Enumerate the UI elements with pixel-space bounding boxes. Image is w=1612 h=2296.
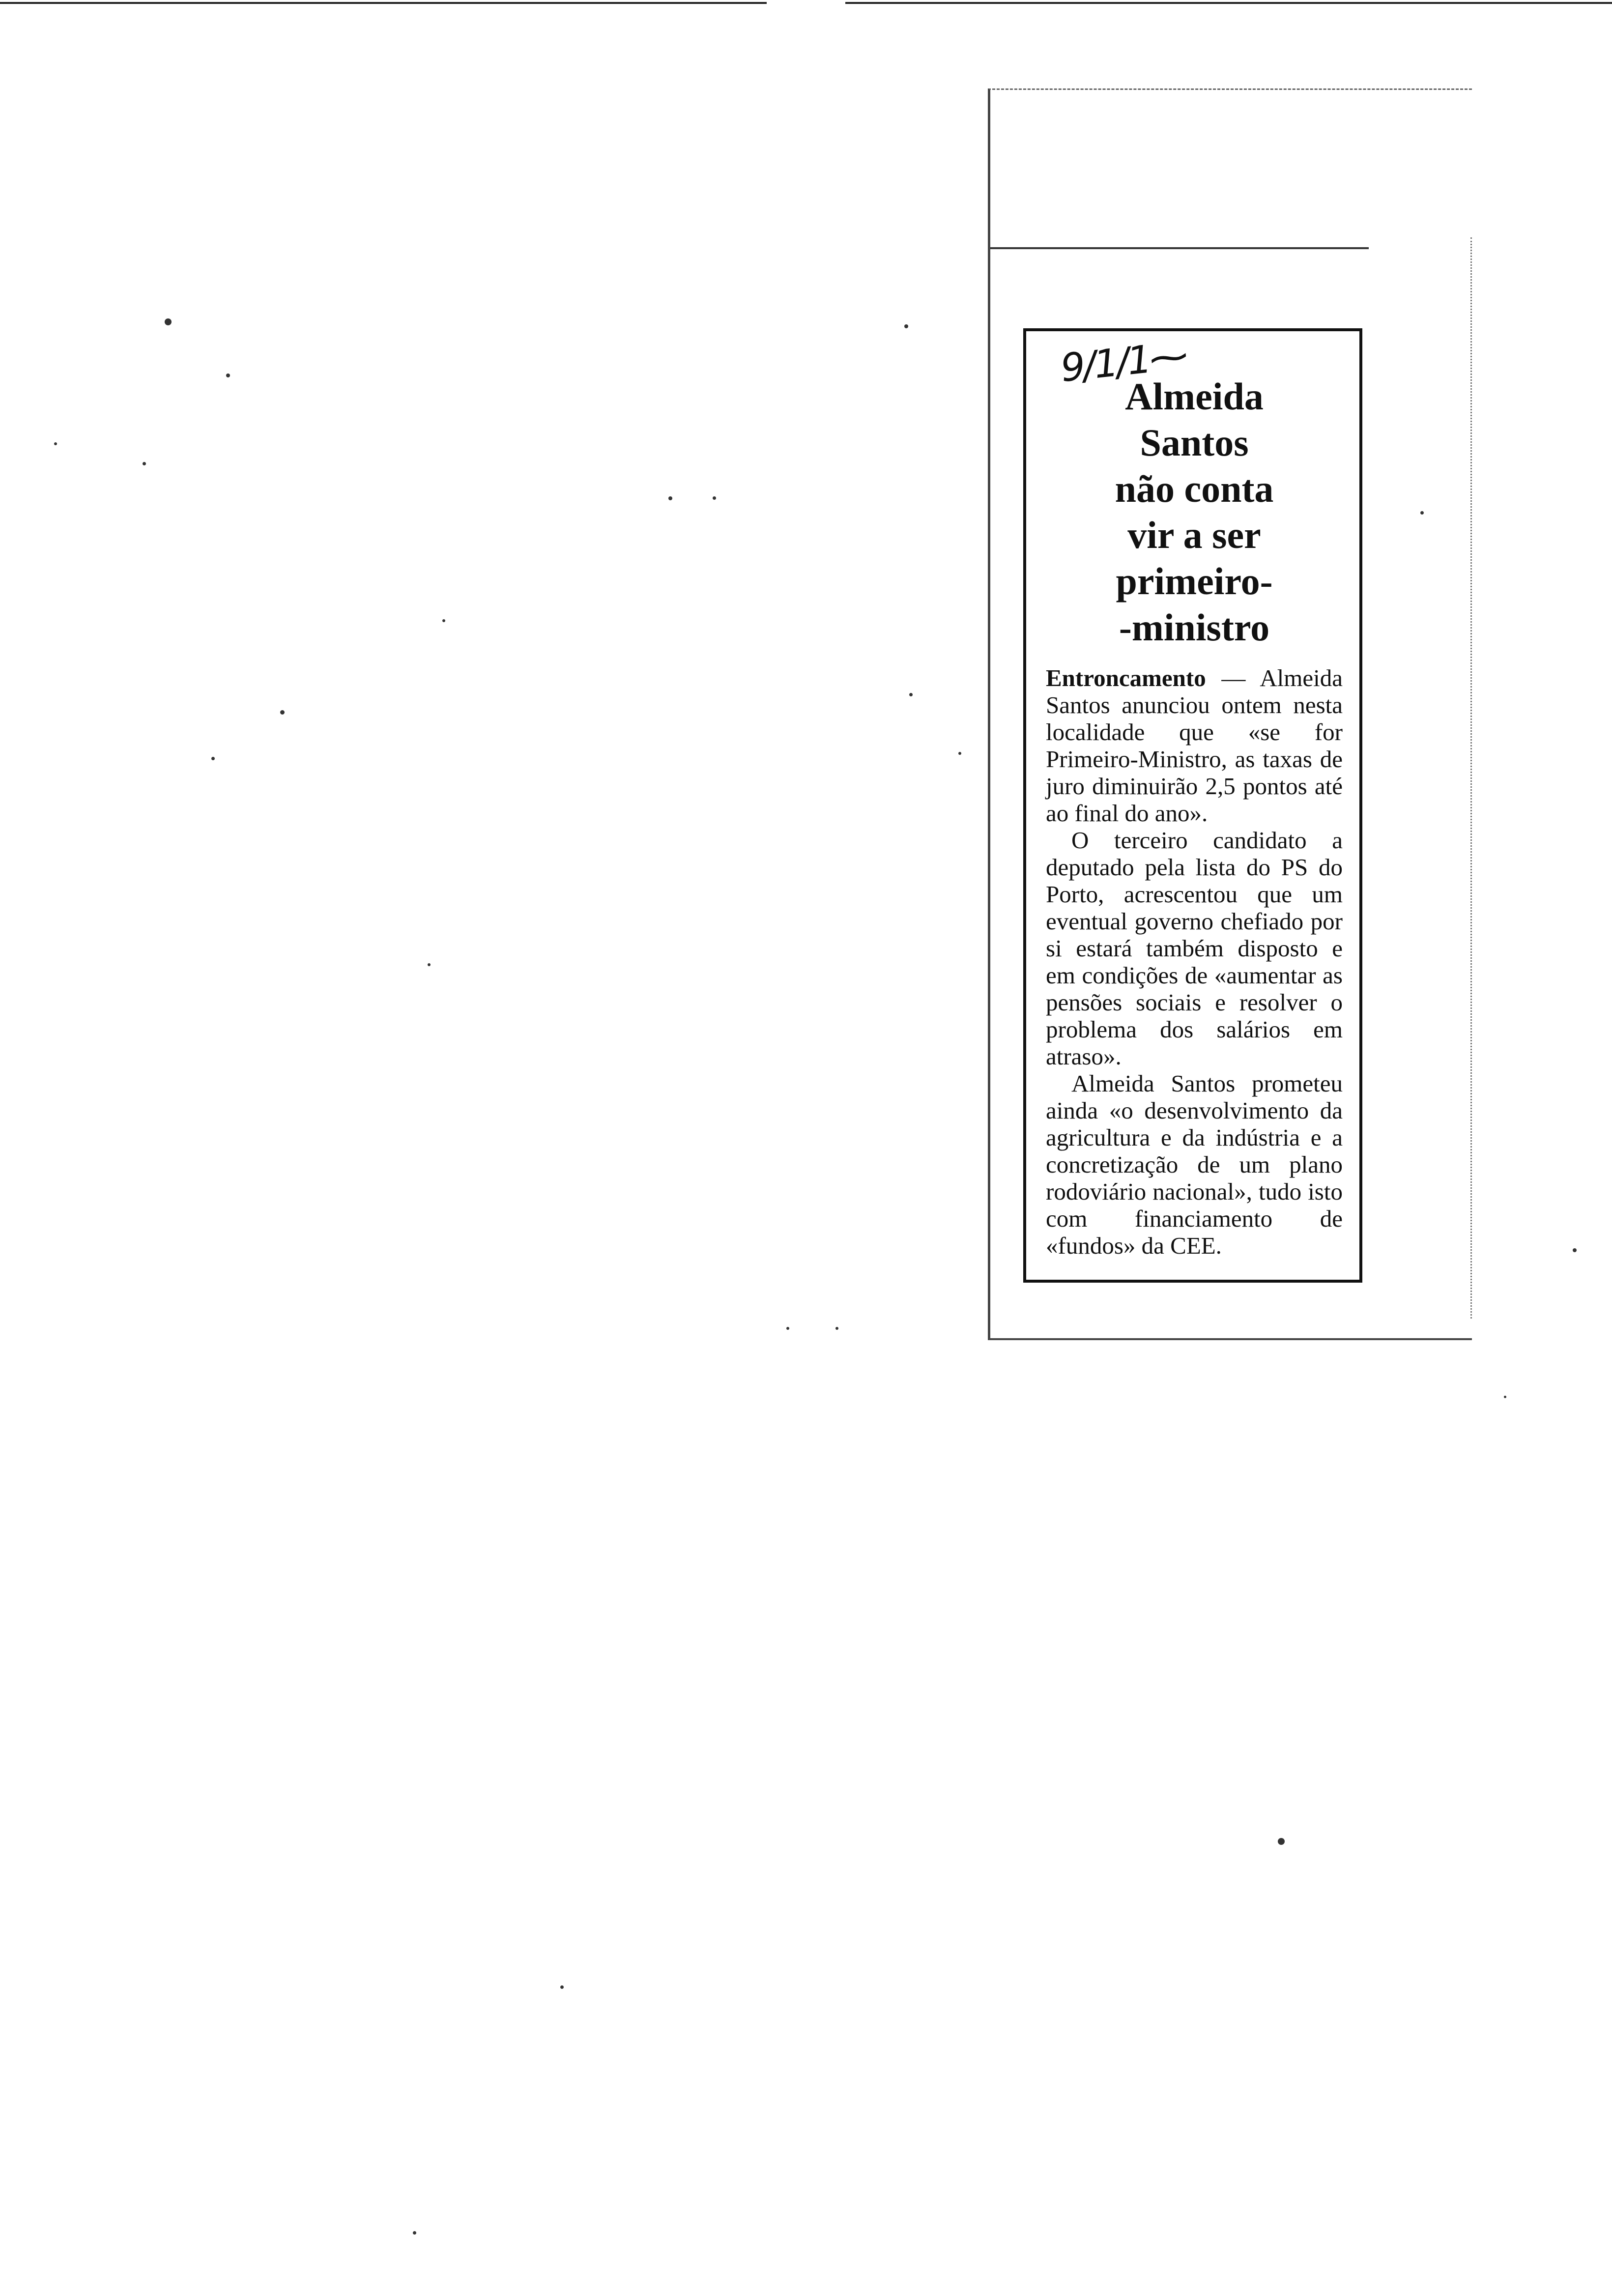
frame-rule	[990, 247, 1369, 249]
frame-right-edge	[1469, 237, 1472, 1319]
newspaper-article	[1023, 328, 1362, 1283]
scan-top-edge-left	[0, 2, 767, 4]
headline-line: vir a ser	[1127, 514, 1261, 556]
scan-top-edge-right	[845, 2, 1612, 4]
headline-line: não conta	[1115, 467, 1274, 510]
paragraph-text: — Almeida Santos anunciou ontem nesta localidade que «se for Primeiro-Ministro, as taxas de juro diminuirão 2,5 pontos até ao final do ano».	[1046, 664, 1343, 827]
article-paragraph: O terceiro candidato a deputado pela lista do PS do Porto, acrescentou que um eventual governo chefiado por si estará também disposto e em condições de «aumentar as pensões sociais e resolver o problema dos salários em atraso».	[1046, 827, 1343, 1070]
headline-line: -ministro	[1119, 606, 1270, 649]
dateline: Entroncamento	[1046, 664, 1206, 691]
article-headline	[1046, 373, 1343, 651]
article-paragraph	[1046, 664, 1343, 827]
article-paragraph: Almeida Santos prometeu ainda «o desenvolvimento da agricultura e da indústria e a concretização de um plano rodoviário nacional», tudo isto com financiamento de «fundos» da CEE.	[1046, 1070, 1343, 1259]
headline-line: Santos	[1140, 421, 1249, 464]
handwritten-note: 9/1/1⁓	[1058, 333, 1188, 391]
headline-line: primeiro-	[1116, 560, 1273, 603]
article-body	[1046, 664, 1343, 1259]
headline-line: Almeida	[1125, 375, 1264, 418]
